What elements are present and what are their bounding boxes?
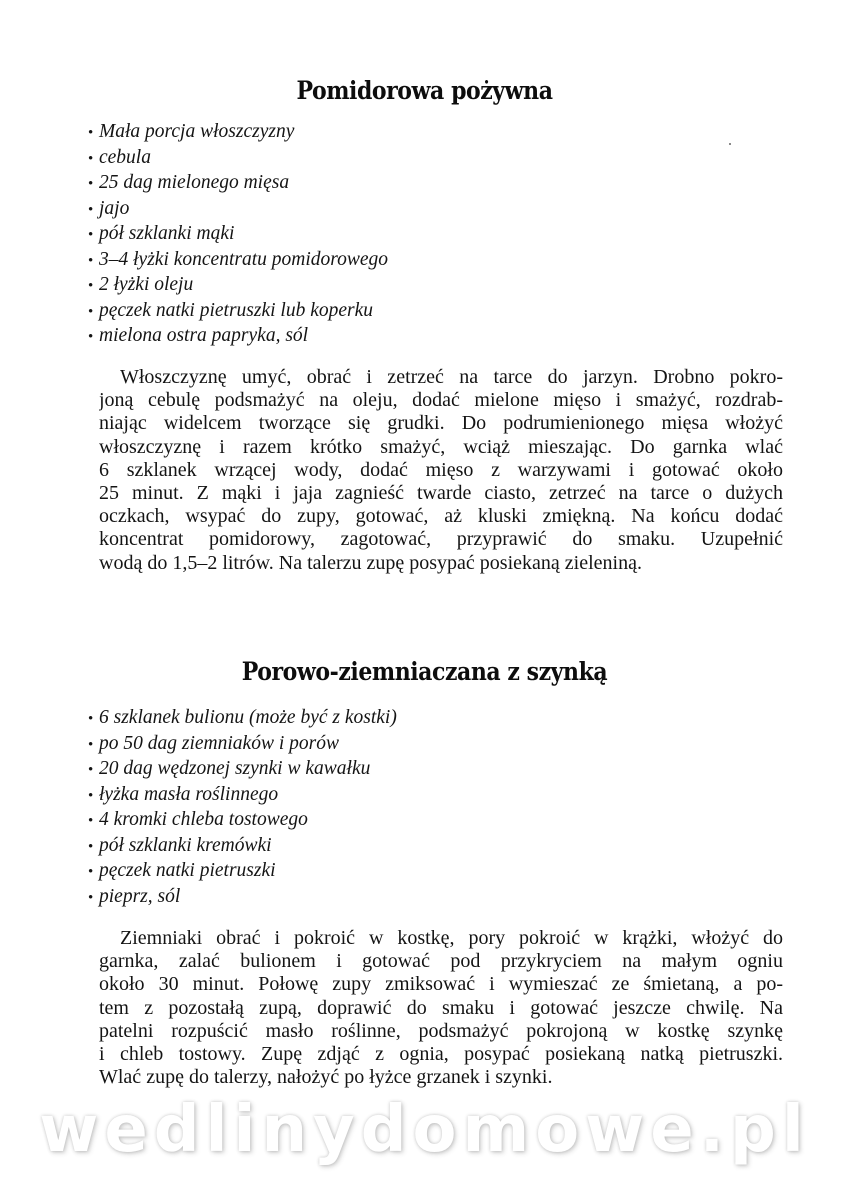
ingredient-item: • 3–4 łyżki koncentratu pomidorowego	[88, 248, 388, 274]
watermark: wedlinydomowe.pl	[39, 1093, 810, 1167]
ingredient-item: • po 50 dag ziemniaków i porów	[88, 732, 397, 758]
instruction-line: 25 minut. Z mąki i jaja zagnieść twarde ciasto, zetrzeć na tarce o dużych	[99, 481, 783, 504]
recipe-instructions	[99, 927, 783, 1089]
instruction-line: i chleb tostowy. Zupę zdjąć z ognia, posypać posiekaną natką pietruszki.	[99, 1042, 783, 1065]
instruction-line: koncentrat pomidorowy, zagotować, przyprawić do smaku. Uzupełnić	[99, 528, 783, 551]
recipe-title: Porowo-ziemniaczana z szynką	[241, 657, 608, 686]
ingredient-item: • Mała porcja włoszczyzny	[88, 120, 388, 146]
bullet-icon: •	[88, 711, 94, 727]
instruction-line: Wlać zupę do talerzy, nałożyć po łyżce grzanek i szynki.	[99, 1066, 553, 1089]
ingredient-item: • łyżka masła roślinnego	[88, 783, 397, 809]
bullet-icon: •	[88, 329, 94, 345]
instruction-line: wodą do 1,5–2 litrów. Na talerzu zupę posypać posiekaną zieleniną.	[99, 551, 642, 574]
ingredient-item: • cebula	[88, 146, 388, 172]
bullet-icon: •	[88, 125, 94, 141]
bullet-icon: •	[88, 762, 94, 778]
bullet-icon: •	[88, 252, 94, 269]
instruction-line: włoszczyznę i razem krótko smażyć, wciąż mieszając. Do garnka wlać	[99, 435, 783, 458]
ingredient-item: • pół szklanki mąki	[88, 222, 388, 248]
ingredient-item: • 20 dag wędzonej szynki w kawałku	[88, 757, 397, 783]
bullet-icon: •	[88, 176, 94, 192]
instruction-line: joną cebulę podsmażyć na oleju, dodać mielone mięso i smażyć, rozdrab-	[99, 389, 783, 412]
instruction-line: oczkach, wsypać do zupy, gotować, aż kluski zmiękną. Na końcu dodać	[99, 505, 783, 528]
ingredient-item: • pół szklanki kremówki	[88, 834, 397, 860]
recipe-title: Pomidorowa pożywna	[296, 76, 553, 105]
bullet-icon: •	[88, 787, 94, 804]
ingredient-item: • 25 dag mielonego mięsa	[88, 171, 388, 197]
ingredient-item: • 2 łyżki oleju	[88, 273, 388, 299]
ingredient-item: • 6 szklanek bulionu (może być z kostki)	[88, 706, 397, 732]
instruction-line: Ziemniaki obrać i pokroić w kostkę, pory pokroić w krążki, włożyć do	[120, 927, 783, 949]
instruction-line: około 30 minut. Połowę zupy zmiksować i wymieszać ze śmietaną, a po-	[99, 973, 783, 996]
ingredient-item: • pęczek natki pietruszki lub koperku	[88, 299, 388, 325]
bullet-icon: •	[88, 864, 94, 880]
bullet-icon: •	[88, 201, 94, 218]
ingredient-item: • pieprz, sól	[88, 885, 397, 911]
bullet-icon: •	[88, 813, 94, 829]
instruction-line: Włoszczyznę umyć, obrać i zetrzeć na tarce do jarzyn. Drobno pokro-	[120, 366, 783, 388]
bullet-icon: •	[88, 889, 94, 906]
ingredient-item: • jajo	[88, 197, 388, 223]
instruction-line: garnka, zalać bulionem i gotować pod przykryciem na małym ogniu	[99, 950, 783, 973]
instruction-line: 6 szklanek wrzącej wody, dodać mięso z warzywami i gotować około	[99, 458, 783, 481]
instruction-line: niając widelcem tworzące się grudki. Do podrumienionego mięsa włożyć	[99, 412, 783, 435]
instruction-line: patelni rozpuścić masło roślinne, podsmażyć pokrojoną w kostkę szynkę	[99, 1019, 783, 1042]
ingredient-item: • pęczek natki pietruszki	[88, 859, 397, 885]
recipe-instructions	[99, 366, 783, 575]
bullet-icon: •	[88, 303, 94, 320]
bullet-icon: •	[88, 278, 94, 294]
ingredient-item: • mielona ostra papryka, sól	[88, 324, 388, 350]
bullet-icon: •	[88, 150, 94, 167]
scan-artifact	[729, 143, 731, 145]
bullet-icon: •	[88, 736, 94, 753]
ingredient-list	[88, 706, 397, 910]
instruction-line: tem z pozostałą zupą, doprawić do smaku i gotować jeszcze chwilę. Na	[99, 996, 783, 1019]
bullet-icon: •	[88, 227, 94, 243]
bullet-icon: •	[88, 838, 94, 855]
ingredient-item: • 4 kromki chleba tostowego	[88, 808, 397, 834]
ingredient-list	[88, 120, 388, 350]
